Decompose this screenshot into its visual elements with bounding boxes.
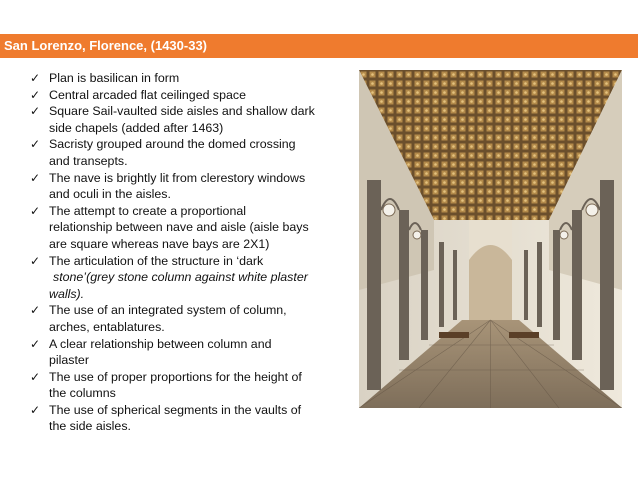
checkmark-icon: ✓ <box>30 303 41 318</box>
bullet-list <box>30 70 330 435</box>
checkmark-icon: ✓ <box>30 203 41 218</box>
bullet-line: The use of an integrated system of column, <box>49 303 287 318</box>
bullet-item <box>30 402 330 435</box>
bullet-line: Sacristy grouped around the domed crossing <box>49 137 296 152</box>
checkmark-icon: ✓ <box>30 253 41 268</box>
nave-interior-photo <box>359 70 622 408</box>
bullet-line: Square Sail-vaulted side aisles and shallow dark <box>49 104 315 119</box>
checkmark-icon: ✓ <box>30 137 41 152</box>
checkmark-icon: ✓ <box>30 104 41 119</box>
bullet-item <box>30 103 330 136</box>
bullet-line: Plan is basilican in form <box>49 71 180 85</box>
bullet-line: and oculi in the aisles. <box>49 187 171 202</box>
bullet-line: Central arcaded flat ceilinged space <box>49 87 246 102</box>
bullet-item <box>30 369 330 402</box>
bullet-line: side chapels (added after 1463) <box>49 120 224 135</box>
bullet-line: relationship between nave and aisle (aisle bays <box>49 220 309 235</box>
bullet-line: the side aisles. <box>49 419 131 434</box>
checkmark-icon: ✓ <box>30 369 41 384</box>
bullet-line: The nave is brightly lit from clerestory windows <box>49 170 306 185</box>
bullet-line: are square whereas nave bays are 2X1) <box>49 236 270 251</box>
bullet-item <box>30 336 330 369</box>
bullet-italic-line: walls). <box>49 286 85 301</box>
bullet-item <box>30 70 330 87</box>
checkmark-icon: ✓ <box>30 336 41 351</box>
checkmark-icon: ✓ <box>30 170 41 185</box>
slide-title: San Lorenzo, Florence, (1430-33) <box>0 34 638 58</box>
checkmark-icon: ✓ <box>30 87 41 102</box>
bullet-line: The articulation of the structure in ‘dark <box>49 253 264 268</box>
bullet-line: arches, entablatures. <box>49 319 165 334</box>
bullet-line: The attempt to create a proportional <box>49 203 246 218</box>
bullet-item <box>30 87 330 104</box>
bullet-line: The use of spherical segments in the vaults of <box>49 402 302 417</box>
bullet-italic-line: stone’(grey stone column against white plaster <box>53 270 308 285</box>
bullet-item <box>30 203 330 253</box>
bullet-item <box>30 136 330 169</box>
bullet-item <box>30 170 330 203</box>
bullet-line: A clear relationship between column and <box>49 336 272 351</box>
bullet-item <box>30 253 330 303</box>
bullet-line: The use of proper proportions for the height of <box>49 369 302 384</box>
bullet-line: pilaster <box>49 353 89 368</box>
checkmark-icon: ✓ <box>30 402 41 417</box>
bullet-line: the columns <box>49 386 116 401</box>
bullet-line: and transepts. <box>49 153 128 168</box>
bullet-item <box>30 302 330 335</box>
checkmark-icon: ✓ <box>30 71 41 85</box>
